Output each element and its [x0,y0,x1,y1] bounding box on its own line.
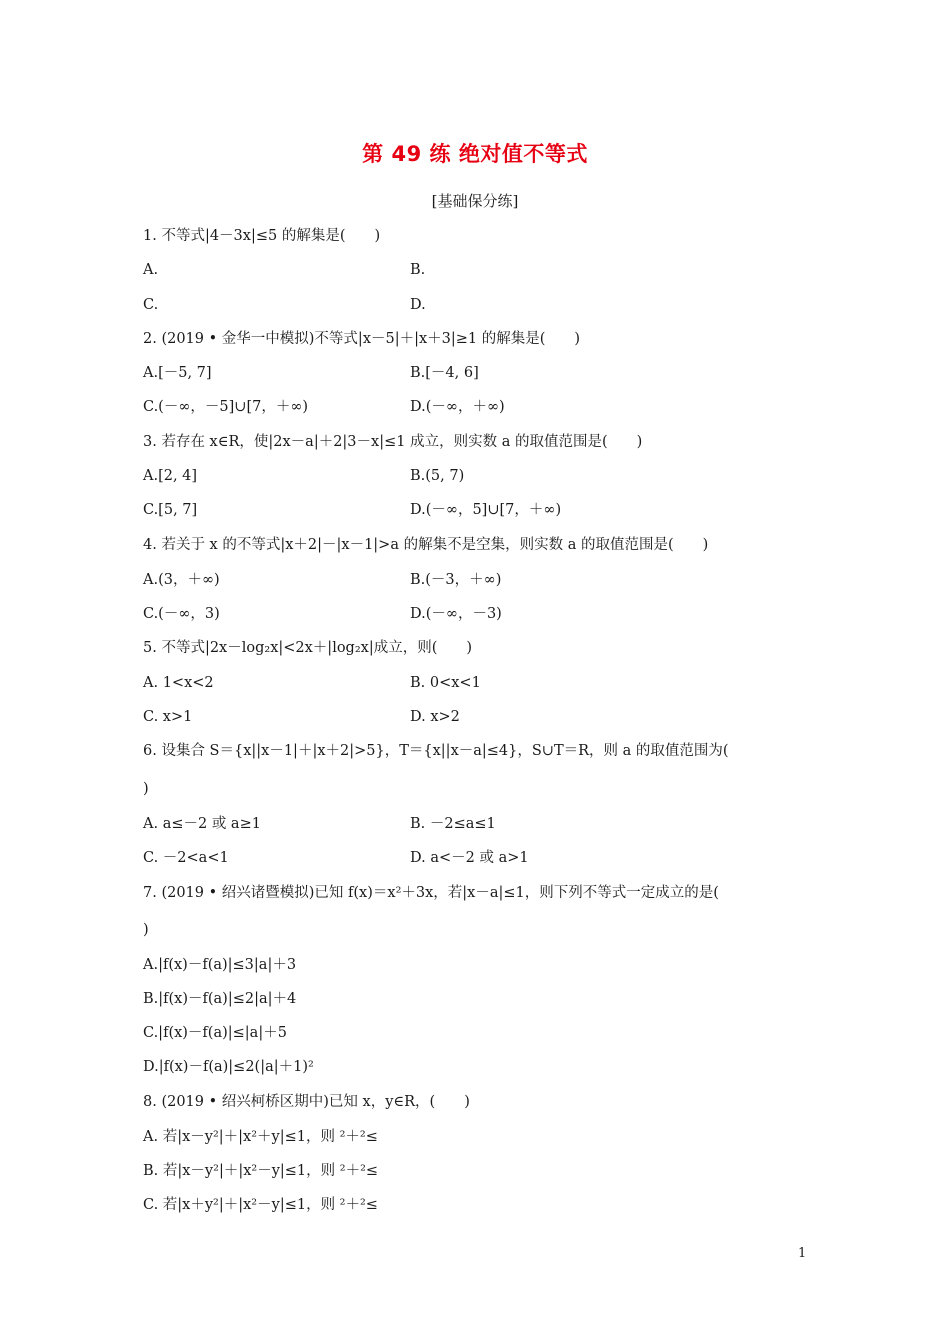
question-2: 2. (2019 • 金华一中模拟)不等式|x－5|＋|x＋3|≥1 的解集是( ) [143,331,581,347]
option-8b: B. 若|x－y²|＋|x²－y|≤1，则 ²＋²≤ [143,1163,379,1179]
page-title: 第 49 练 绝对值不等式 [362,142,588,166]
option-4d: D.(－∞，－3) [410,606,502,622]
question-8: 8. (2019 • 绍兴柯桥区期中)已知 x，y∈R，( ) [143,1094,470,1110]
option-7b: B.|f(x)－f(a)|≤2|a|＋4 [143,991,297,1007]
option-8a: A. 若|x－y²|＋|x²＋y|≤1，则 ²＋²≤ [143,1129,378,1145]
option-7a: A.|f(x)－f(a)|≤3|a|＋3 [143,957,297,973]
option-1c: C. [143,297,159,313]
page-number: 1 [798,1246,807,1261]
option-6b: B. －2≤a≤1 [410,816,496,832]
option-7c: C.|f(x)－f(a)|≤|a|＋5 [143,1025,287,1041]
option-1d: D. [410,297,426,313]
option-4c: C.(－∞，3) [143,606,220,622]
option-2d: D.(－∞，＋∞) [410,399,505,415]
question-4: 4. 若关于 x 的不等式|x＋2|－|x－1|>a 的解集不是空集，则实数 a 的取值范围是( ) [143,537,709,553]
option-5b: B. 0<x<1 [410,675,481,691]
option-4b: B.(－3，＋∞) [410,572,502,588]
question-7: 7. (2019 • 绍兴诸暨模拟)已知 f(x)＝x²＋3x，若|x－a|≤1，则下列不等式一定成立的是( [143,885,719,901]
question-5: 5. 不等式|2x－log₂x|<2x＋|log₂x|成立，则( ) [143,640,473,656]
option-1b: B. [410,262,426,278]
option-6a: A. a≤－2 或 a≥1 [143,816,261,832]
option-5a: A. 1<x<2 [143,675,214,691]
option-2c: C.(－∞，－5]∪[7，＋∞) [143,399,309,415]
option-6d: D. a<－2 或 a>1 [410,850,529,866]
question-6: 6. 设集合 S＝{x||x－1|＋|x＋2|>5}，T＝{x||x－a|≤4}，S∪T＝R，则 a 的取值范围为( [143,743,729,759]
option-7d: D.|f(x)－f(a)|≤2(|a|＋1)² [143,1059,314,1075]
section-heading: [基础保分练] [431,192,519,210]
option-2a: A.[－5, 7] [143,365,212,381]
question-6-continued: ) [143,781,149,797]
option-8c: C. 若|x＋y²|＋|x²－y|≤1，则 ²＋²≤ [143,1197,378,1213]
option-3d: D.(－∞，5]∪[7，＋∞) [410,502,562,518]
option-4a: A.(3，＋∞) [143,572,220,588]
question-3: 3. 若存在 x∈R，使|2x－a|＋2|3－x|≤1 成立，则实数 a 的取值范围是( ) [143,434,643,450]
question-7-continued: ) [143,922,149,938]
option-3b: B.(5, 7) [410,468,465,484]
question-1: 1. 不等式|4－3x|≤5 的解集是( ) [143,228,381,244]
option-3c: C.[5, 7] [143,502,198,518]
option-5d: D. x>2 [410,709,460,725]
option-2b: B.[－4, 6] [410,365,479,381]
option-1a: A. [143,262,159,278]
option-3a: A.[2, 4] [143,468,198,484]
option-6c: C. －2<a<1 [143,850,229,866]
option-5c: C. x>1 [143,709,193,725]
